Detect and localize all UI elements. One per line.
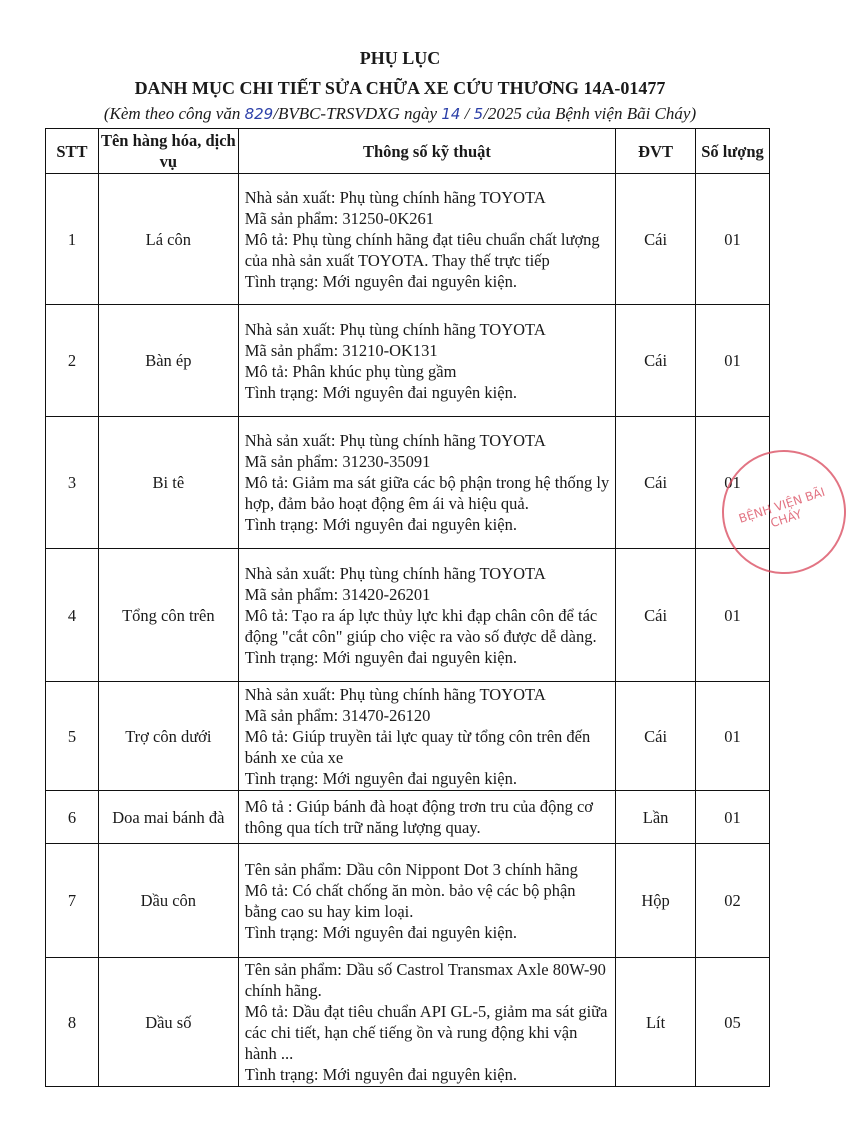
spec-line: Mã sản phẩm: 31230-35091 xyxy=(244,452,431,471)
col-name: Tên hàng hóa, dịch vụ xyxy=(98,129,238,174)
cell-spec xyxy=(238,417,615,549)
spec-line: Mô tả: Có chất chống ăn mòn. bảo vệ các bộ phận bằng cao su hay kim loại. xyxy=(244,880,576,921)
cell-unit: Lít xyxy=(616,958,696,1087)
table-header-row xyxy=(46,129,770,174)
cell-unit: Cái xyxy=(616,549,696,682)
cell-stt: 7 xyxy=(46,844,99,958)
spec-line: Nhà sản xuất: Phụ tùng chính hãng TOYOTA xyxy=(244,431,546,450)
spec-line: Mô tả: Tạo ra áp lực thủy lực khi đạp chân côn để tác động "cắt côn" giúp cho việc ra vào số được dễ dàng. xyxy=(244,605,598,646)
spec-line: Tình trạng: Mới nguyên đai nguyên kiện. xyxy=(244,515,517,534)
cell-name: Bi tê xyxy=(98,417,238,549)
spec-line: Nhà sản xuất: Phụ tùng chính hãng TOYOTA xyxy=(244,319,546,339)
spec-line: Tình trạng: Mới nguyên đai nguyên kiện. xyxy=(244,647,517,667)
cell-spec xyxy=(238,844,615,958)
table-row xyxy=(46,791,770,844)
spec-line: Tình trạng: Mới nguyên đai nguyên kiện. xyxy=(244,922,517,942)
cell-spec xyxy=(238,549,615,682)
spec-line: Mã sản phẩm: 31250-0K261 xyxy=(244,208,435,228)
spec-line: Tình trạng: Mới nguyên đai nguyên kiện. xyxy=(244,271,517,291)
col-spec: Thông số kỹ thuật xyxy=(238,129,615,174)
cell-stt: 6 xyxy=(46,791,99,844)
doc-title: PHỤ LỤC xyxy=(359,48,441,68)
cell-name: Trợ côn dưới xyxy=(98,682,238,791)
spec-line: Mô tả: Giúp truyền tải lực quay từ tổng côn trên đến bánh xe của xe xyxy=(244,726,591,767)
cell-unit: Cái xyxy=(616,174,696,305)
cell-spec xyxy=(238,958,615,1087)
spec-line: Tên sản phẩm: Dầu côn Nippont Dot 3 chính hãng xyxy=(244,859,578,879)
col-stt: STT xyxy=(46,129,99,174)
spec-line: Tình trạng: Mới nguyên đai nguyên kiện. xyxy=(244,768,517,788)
ref-mid: /BVBC-TRSVDXG ngày xyxy=(273,104,442,123)
spec-line: Mô tả: Phụ tùng chính hãng đạt tiêu chuẩn chất lượng của nhà sản xuất TOYOTA. Thay thế trực tiếp xyxy=(244,229,600,270)
cell-unit: Hộp xyxy=(616,844,696,958)
cell-stt: 5 xyxy=(46,682,99,791)
ref-day: 14 xyxy=(441,105,461,123)
ref-suffix: /2025 của Bệnh viện Bãi Cháy) xyxy=(483,104,697,123)
ref-sep: / xyxy=(460,104,474,123)
ref-number: 829 xyxy=(244,105,274,123)
spec-line: Mã sản phẩm: 31210-OK131 xyxy=(244,340,438,360)
cell-spec xyxy=(238,682,615,791)
cell-name: Bàn ép xyxy=(98,305,238,417)
doc-subtitle: DANH MỤC CHI TIẾT SỬA CHỮA XE CỨU THƯƠNG 14A-01477 xyxy=(134,78,666,98)
cell-qty: 05 xyxy=(696,958,770,1087)
cell-stt: 3 xyxy=(46,417,99,549)
cell-stt: 8 xyxy=(46,958,99,1087)
cell-unit: Cái xyxy=(616,305,696,417)
cell-name: Dầu côn xyxy=(98,844,238,958)
cell-qty: 01 xyxy=(696,305,770,417)
spec-line: Tình trạng: Mới nguyên đai nguyên kiện. xyxy=(244,1065,517,1084)
table-row xyxy=(46,305,770,417)
cell-name: Lá côn xyxy=(98,174,238,305)
spec-line: Mã sản phẩm: 31420-26201 xyxy=(244,584,431,604)
table-row xyxy=(46,958,770,1087)
cell-unit: Cái xyxy=(616,682,696,791)
spec-line: Nhà sản xuất: Phụ tùng chính hãng TOYOTA xyxy=(244,684,546,704)
repair-items-table xyxy=(45,128,770,1087)
spec-line: Mô tả: Dầu đạt tiêu chuẩn API GL-5, giảm ma sát giữa các chi tiết, hạn chế tiếng ồn và rung động khi vận hành ... xyxy=(244,1002,608,1063)
table-row xyxy=(46,417,770,549)
spec-line: Tên sản phẩm: Dầu số Castrol Transmax Axle 80W-90 chính hãng. xyxy=(244,960,606,1000)
cell-stt: 1 xyxy=(46,174,99,305)
cell-spec xyxy=(238,305,615,417)
table-row xyxy=(46,549,770,682)
stamp-text: BỆNH VIỆN BÃI CHÁY xyxy=(736,484,827,531)
ref-month: 5 xyxy=(473,105,484,123)
col-unit: ĐVT xyxy=(616,129,696,174)
spec-line: Nhà sản xuất: Phụ tùng chính hãng TOYOTA xyxy=(244,563,546,583)
col-qty: Số lượng xyxy=(696,129,770,174)
cell-stt: 2 xyxy=(46,305,99,417)
cell-qty: 01 xyxy=(696,174,770,305)
cell-qty: 02 xyxy=(696,844,770,958)
table-row xyxy=(46,682,770,791)
ref-prefix: (Kèm theo công văn xyxy=(103,104,245,123)
cell-stt: 4 xyxy=(46,549,99,682)
cell-unit: Cái xyxy=(616,417,696,549)
spec-line: Tình trạng: Mới nguyên đai nguyên kiện. xyxy=(244,382,517,402)
cell-spec xyxy=(238,791,615,844)
table-row xyxy=(46,844,770,958)
cell-qty: 01 xyxy=(696,791,770,844)
spec-line: Nhà sản xuất: Phụ tùng chính hãng TOYOTA xyxy=(244,187,546,207)
spec-line: Mô tả: Giảm ma sát giữa các bộ phận trong hệ thống ly hợp, đảm bảo hoạt động êm ái và hiệu quả. xyxy=(244,473,610,513)
cell-name: Doa mai bánh đà xyxy=(98,791,238,844)
cell-name: Tổng côn trên xyxy=(98,549,238,682)
spec-line: Mô tả: Phân khúc phụ tùng gầm xyxy=(244,361,457,381)
cell-qty: 01 xyxy=(696,417,770,549)
spec-line: Mã sản phẩm: 31470-26120 xyxy=(244,705,431,725)
table-row xyxy=(46,174,770,305)
cell-qty: 01 xyxy=(696,682,770,791)
cell-name: Dầu số xyxy=(98,958,238,1087)
table-body xyxy=(46,174,770,1087)
cell-spec xyxy=(238,174,615,305)
doc-reference xyxy=(0,104,800,124)
spec-line: Mô tả : Giúp bánh đà hoạt động trơn tru của động cơ thông qua tích trữ năng lượng quay. xyxy=(244,797,594,837)
cell-unit: Lần xyxy=(616,791,696,844)
cell-qty: 01 xyxy=(696,549,770,682)
